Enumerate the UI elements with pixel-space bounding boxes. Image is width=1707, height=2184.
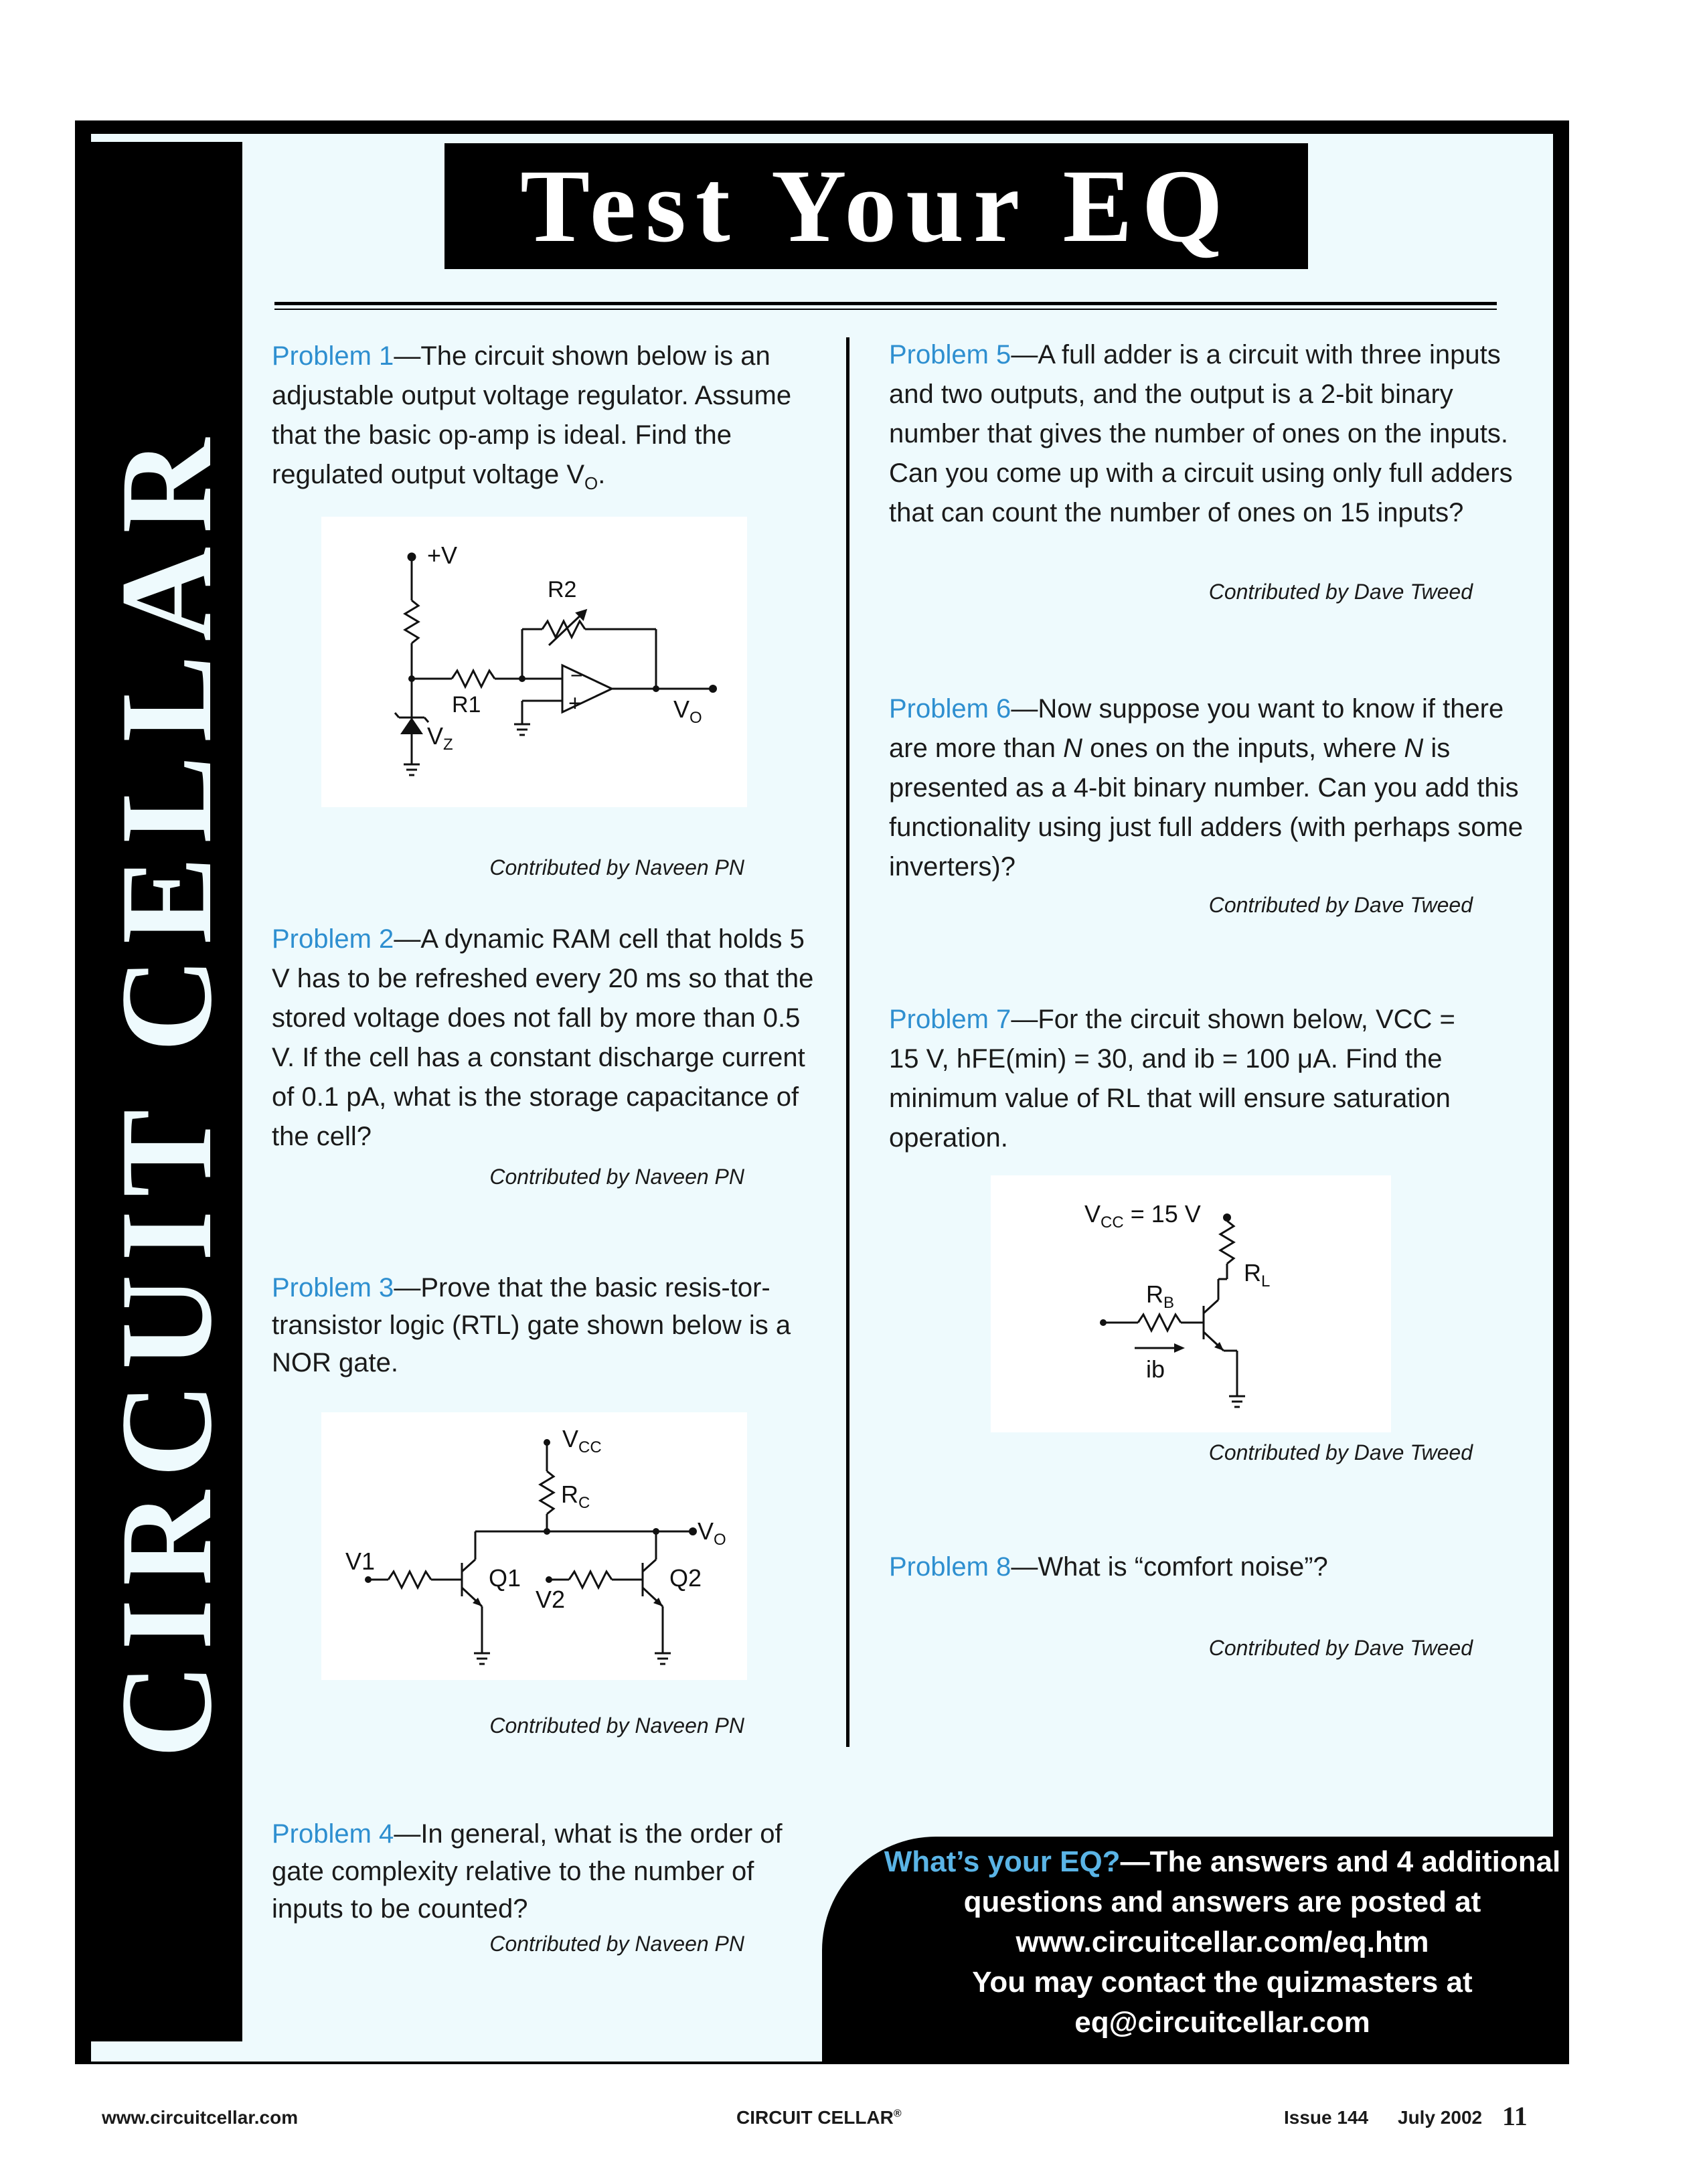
figure-regulator-circuit [321,517,747,807]
svg-text:VZ [427,722,453,754]
problem-text-mid: ones on the inputs, where [1082,734,1404,763]
label-vo: V [673,695,690,723]
callout-line-1 [882,1842,1562,1882]
label-vo-sub: O [714,1531,726,1549]
label-vo: V [698,1517,714,1545]
label-ib: ib [1146,1355,1165,1383]
svg-text:RB [1146,1280,1174,1312]
problem-text: —For the circuit shown below, VCC = 15 V, hFE(min) = 30, and ib = 100 μA. Find the minimum value of RL that will ensure saturation operation. [889,1005,1455,1153]
problem-text: —In general, what is the order of gate complexity relative to the number of inputs to be counted? [272,1819,783,1924]
problem-8 [889,1547,1491,1587]
figure-rtl-nor-circuit [321,1412,747,1680]
problem-label: Problem 2 [272,924,394,954]
svg-text:VCC = 15 V [1084,1200,1201,1232]
answers-url-link[interactable]: www.circuitcellar.com/eq.htm [1015,1926,1429,1958]
problem-text-end: is presented as a 4-bit binary number. Can you add this functionality using just full adders (with perhaps some inverters)? [889,734,1524,881]
answers-callout [822,1837,1569,2064]
callout-line-2: questions and answers are posted at [963,1885,1481,1918]
variable-n: N [1063,734,1083,763]
footer-magazine-name: CIRCUIT CELLAR [736,2107,894,2128]
page-title: Test Your EQ [444,143,1308,269]
label-r1: R1 [452,692,481,718]
problem-text: —Now suppose you want to know if there are more than [889,694,1504,763]
label-rl: R [1244,1259,1261,1286]
label-plus: + [568,691,582,716]
callout-line-4: You may contact the quizmasters at [972,1966,1473,1999]
label-minus: − [570,663,583,687]
label-r2: R2 [548,577,577,602]
label-rb-sub: B [1163,1294,1175,1312]
contributor-4: Contributed by Naveen PN [489,1932,744,1956]
label-vcc-sub: CC [578,1438,602,1456]
label-v1: V1 [345,1547,376,1575]
column-divider [846,337,849,1747]
footer-date: July 2002 [1398,2107,1483,2128]
title-rule-top [274,302,1497,305]
svg-text:RL [1244,1259,1270,1290]
figure-transistor-circuit [991,1175,1391,1432]
svg-text:VO [698,1517,726,1549]
problem-label: Problem 8 [889,1552,1011,1582]
problem-label: Problem 5 [889,340,1011,369]
subscript: O [584,473,598,493]
label-q2: Q2 [669,1564,702,1592]
contributor-7: Contributed by Dave Tweed [1208,1440,1473,1464]
label-vcc: V [1084,1200,1101,1228]
problem-label: Problem 6 [889,694,1011,724]
label-vo-sub: O [689,709,702,727]
quizmaster-email-link[interactable]: eq@circuitcellar.com [1074,2006,1370,2039]
label-v2: V2 [536,1586,566,1613]
rtl-schematic [321,1412,747,1680]
label-rl-sub: L [1261,1272,1271,1290]
problem-text: —A dynamic RAM cell that holds 5 V has to be refreshed every 20 ms so that the stored voltage does not fall by more than 0.5 V. If the cell has a constant discharge current of 0.1 pA, what is the storage capacitance of the cell? [272,924,814,1151]
label-rc-sub: C [578,1494,590,1512]
problem-2 [272,920,814,1157]
registered-mark: ® [893,2108,902,2120]
label-vcc-sub: CC [1101,1213,1124,1232]
callout-highlight: What’s your EQ? [884,1845,1121,1878]
problem-text: —Prove that the basic resis-tor-transistor logic (RTL) gate shown below is a NOR gate. [272,1273,791,1377]
svg-text:VO [673,695,702,727]
contributor-2: Contributed by Naveen PN [489,1165,744,1189]
contributor-8: Contributed by Dave Tweed [1208,1636,1473,1660]
problem-1 [272,337,807,503]
transistor-schematic [991,1175,1391,1432]
label-rb: R [1146,1280,1163,1308]
problem-5 [889,335,1538,533]
label-q1: Q1 [489,1564,521,1592]
problem-6 [889,689,1538,887]
contributor-5: Contributed by Dave Tweed [1208,580,1473,604]
label-plus-v: +V [427,541,458,569]
label-vcc: V [562,1425,579,1452]
contributor-1: Contributed by Naveen PN [489,855,744,879]
label-rc: R [561,1481,578,1508]
footer-issue: Issue 144 [1284,2107,1369,2128]
variable-n: N [1404,734,1424,763]
contributor-3: Contributed by Naveen PN [489,1713,744,1738]
label-vz-sub: Z [443,736,453,754]
page-number: 11 [1502,2101,1528,2131]
title-rule-bottom [274,309,1497,310]
problem-label: Problem 4 [272,1819,394,1849]
problem-text: —The circuit shown below is an adjustable output voltage regulator. Assume that the basic op-amp is ideal. Find the regulated output voltage V [272,341,792,489]
footer-website[interactable]: www.circuitcellar.com [102,2107,299,2128]
spine-title: CIRCUIT CELLAR [94,425,239,1758]
problem-3 [272,1269,801,1381]
svg-text:VCC [562,1425,602,1456]
regulator-schematic [321,517,747,807]
label-vz: V [427,722,444,750]
problem-text: —A full adder is a circuit with three inputs and two outputs, and the output is a 2-bit binary number that gives the number of ones on the inputs. Can you come up with a circuit using only full adders that can count the number of ones on 15 inputs? [889,340,1513,527]
problem-text-end: . [598,460,606,489]
label-vcc-value: = 15 V [1123,1200,1201,1228]
problem-text: —What is “comfort noise”? [1011,1552,1328,1582]
contributor-6: Contributed by Dave Tweed [1208,893,1473,917]
callout-line-1-rest: —The answers and 4 additional [1120,1845,1561,1878]
footer-magazine [736,2107,902,2128]
problem-label: Problem 1 [272,341,394,371]
problem-label: Problem 3 [272,1273,394,1303]
problem-4 [272,1815,794,1928]
svg-text:RC [561,1481,590,1512]
problem-label: Problem 7 [889,1005,1011,1034]
problem-7 [889,1000,1491,1158]
